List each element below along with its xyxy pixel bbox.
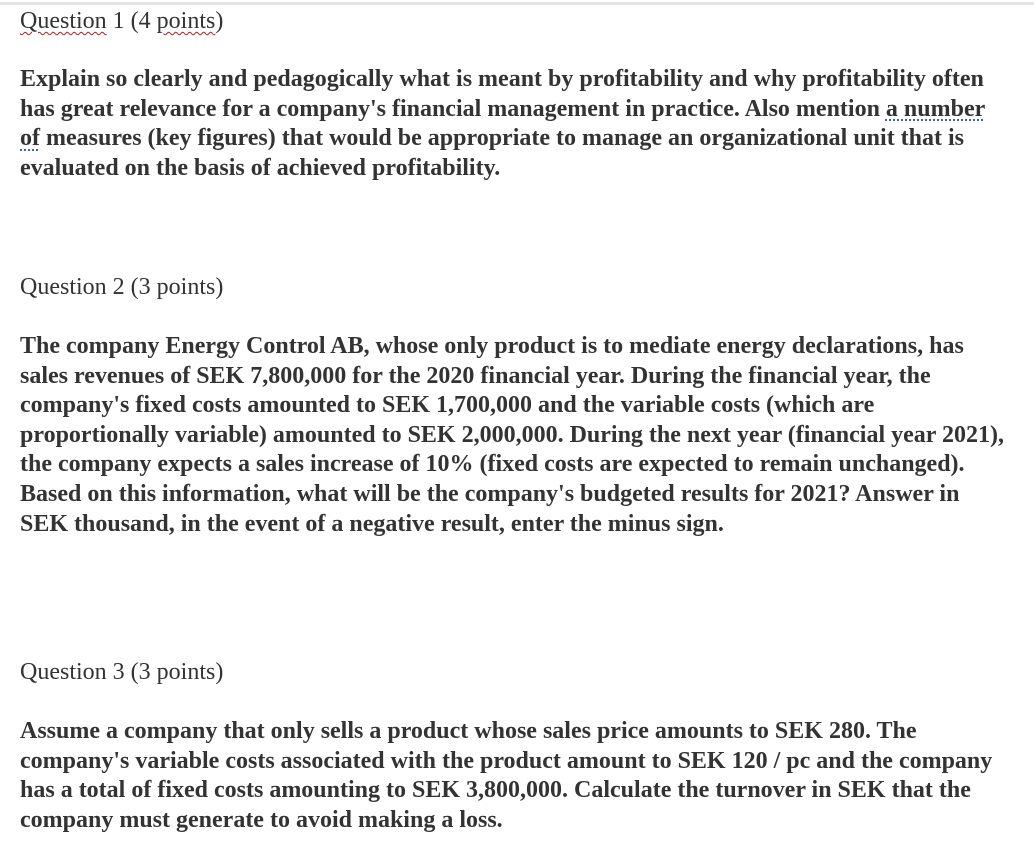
question-1-title: Question 1 (4 points) — [20, 8, 224, 34]
question-2-title: Question 2 (3 points) — [20, 274, 224, 300]
top-divider — [0, 2, 1034, 5]
spellcheck-mark-points: points — [156, 8, 216, 34]
question-3-title: Question 3 (3 points) — [20, 659, 224, 685]
question-1-body: Explain so clearly and pedagogically what is meant by profitability and why profitability often has great relevance for a company's financial management in practice. Also mention a number of measures (key figures) that would be appropriate to manage an organizational unit that is evaluated on the basis of achieved profitability. — [20, 66, 986, 181]
spellcheck-mark-question: Question — [20, 8, 107, 34]
question-3-body: Assume a company that only sells a product whose sales price amounts to SEK 280. The company's variable costs associated with the product amount to SEK 120 / pc and the company has a total of fixed costs amounting to SEK 3,800,000. Calculate the turnover in SEK that the company must generate to avoid making a loss. — [20, 718, 993, 833]
grammar-mark-a-number-of: a number of — [20, 95, 986, 152]
question-2-body: The company Energy Control AB, whose only product is to mediate energy declarations, has sales revenues of SEK 7,800,000 for the 2020 financial year. During the financial year, the company's fixed costs amounted to SEK 1,700,000 and the variable costs (which are proportionally variable) amounted to SEK 2,000,000. During the next year (financial year 2021), the company expects a sales increase of 10% (fixed costs are expected to remain unchanged). Based on this information, what will be the company's budgeted results for 2021? Answer in SEK thousand, in the event of a negative result, enter the minus sign. — [20, 333, 1004, 537]
